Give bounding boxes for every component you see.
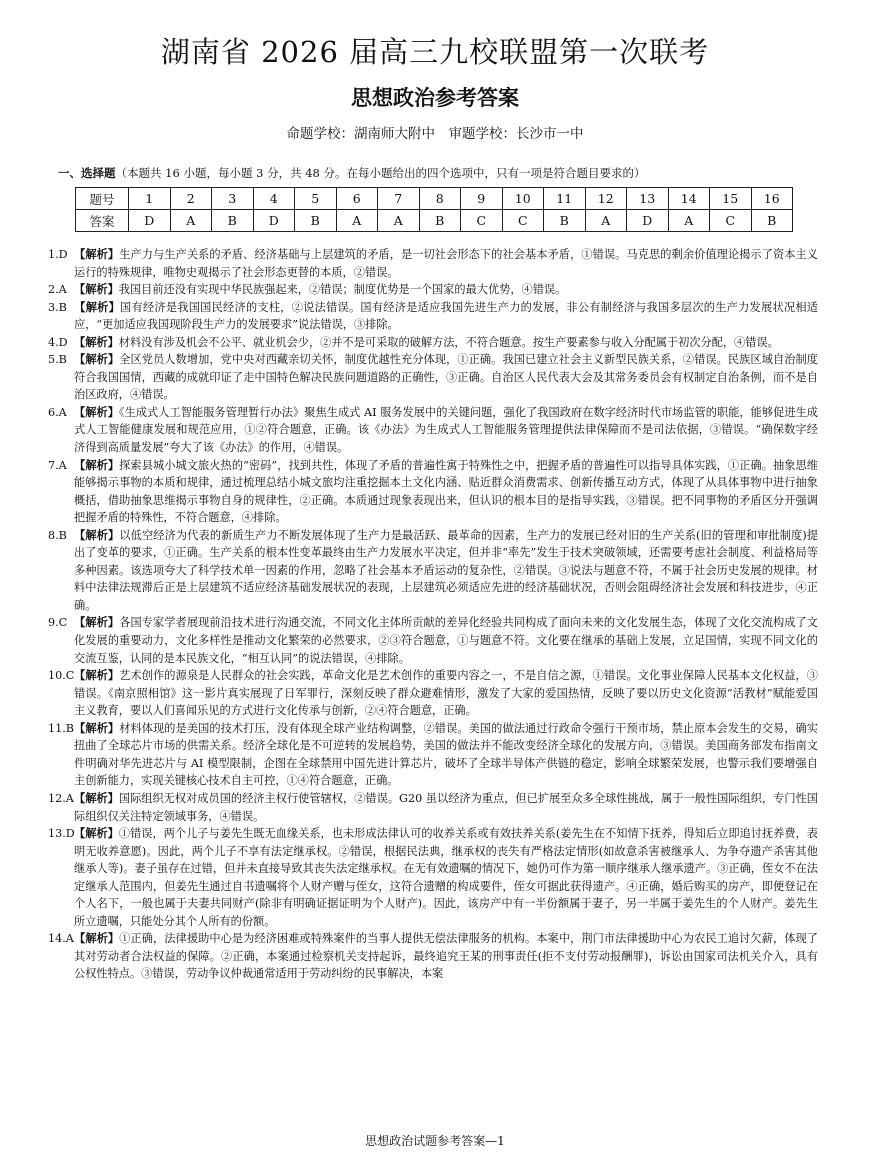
section-description: （本题共 16 小题，每小题 3 分，共 48 分。在每小题给出的四个选项中，只有一项是符合题目要求的） [115,166,646,180]
question-number-cell: 16 [751,188,793,210]
question-number-cell: 13 [627,188,669,210]
question-number-cell: 14 [668,188,710,210]
document-subtitle: 思想政治参考答案 [351,85,519,110]
explanation-item [48,299,818,334]
explanation-list [48,246,818,983]
answer-cell: B [419,210,461,232]
item-text: 探索县城小城文旅火热的“密码”，找到共性，体现了矛盾的普遍性寓于特殊性之中，把握矛盾的普遍性可以指导具体实践，①正确。抽象思维能够揭示事物的本质和规律，通过梳理总结小城文旅均注重挖掘本土文化内涵、贴近群众消费需求、创新传播互动方式，体现了从具体事物中进行抽象概括，借助抽象思维揭示事物自身的规律性，②正确。本质通过现象表现出来，但认识的根本目的是指导实践，③错误。把不同事物的矛盾区分开强调把握矛盾的特殊性，不符合题意，④排除。 [74,458,818,525]
explanation-item [48,667,818,720]
question-number-cell: 7 [378,188,420,210]
schools-line: 命题学校：湖南师大附中 审题学校：长沙市一中 [286,126,584,142]
analysis-tag: 【解析】 [74,720,120,735]
item-number: 2.A [48,283,67,297]
item-number: 8.B [48,528,67,542]
answer-cell: D [253,210,295,232]
item-text: 各国专家学者展现前沿技术进行沟通交流，不同文化主体所贡献的差异化经验共同构成了面向未来的文化发展生态，体现了文化交流构成了文化发展的重要动力，文化多样性是推动文化繁荣的必然要求，②③符合题意，①与题意不符。文化要在继承的基础上发展，立足国情，实现不同文化的交流互鉴，认同的是本民族文化，“相互认同”的说法错误，④排除。 [74,616,818,665]
question-number-cell: 4 [253,188,295,210]
item-number: 14.A [48,932,74,946]
row-label-number: 题号 [76,188,129,210]
answer-cell: C [710,210,752,232]
row-label-answer: 答案 [76,210,129,232]
analysis-tag: 【解析】 [74,457,120,472]
explanation-item [48,334,818,352]
item-text: 国有经济是我国国民经济的支柱，②说法错误。国有经济是适应我国先进生产力的发展，非公有制经济与我国多层次的生产力发展状况相适应，“更加适应我国现阶段生产力的发展要求”说法错误，③排除。 [74,300,818,332]
question-number-cell: 12 [585,188,627,210]
explanation-item [48,246,818,281]
item-text: 全区党员人数增加，党中央对西藏亲切关怀，制度优越性充分体现，①正确。我国已建立社会主义新型民族关系，②错误。民族区域自治制度符合我国国情，西藏的成就印证了走中国特色解决民族问题道路的正确性，③正确。自治区人民代表大会及其常务委员会有权制定自治条例，而不是自治区政府，④错误。 [74,353,818,402]
analysis-tag: 【解析】 [74,527,120,542]
answer-cell: A [170,210,212,232]
item-number: 5.B [48,353,67,367]
answer-cell: D [627,210,669,232]
item-text: 国际组织无权对成员国的经济主权行使管辖权，②错误。G20 虽以经济为重点，但已扩展至众多全球性挑战，属于一般性国际组织，专门性国际组织仅关注特定领域事务，④错误。 [74,791,818,823]
analysis-tag: 【解析】 [74,352,120,367]
answer-cell: C [461,210,503,232]
answer-cell: B [544,210,586,232]
analysis-tag: 【解析】 [74,790,119,805]
question-number-cell: 1 [129,188,171,210]
explanation-item [48,281,818,299]
item-number: 3.B [48,300,67,314]
answer-cell: A [336,210,378,232]
page-footer: 思想政治试题参考答案—1 [365,1134,505,1148]
item-number: 7.A [48,458,67,472]
analysis-tag: 【解析】 [74,404,119,419]
answer-cell: A [585,210,627,232]
analysis-tag: 【解析】 [74,282,119,297]
analysis-tag: 【解析】 [74,247,120,261]
section-heading [58,165,818,181]
section-name: 一、选择题 [58,166,116,180]
explanation-item [48,527,818,615]
explanation-item [48,351,818,404]
answer-row [76,210,793,232]
item-text: 材料体现的是美国的技术打压，没有体现全球产业结构调整，②错误。美国的做法通过行政命令强行干预市场，禁止原本会发生的交易，确实扭曲了全球芯片市场的供需关系。经济全球化是不可逆转的发展趋势，美国的做法并不能改变经济全球化的发展方向，③错误。美国商务部发布指南文件明确对华先进芯片与 AI 模型限制，企图在全球禁用中国先进计算芯片，破坏了全球半导体产供链的稳定，影响全球繁荣发展，也警示我们要增强自主创新能力，实现关键核心技术自主可控，①④符合题意，正确。 [74,721,818,788]
answer-cell: B [751,210,793,232]
answer-cell: C [502,210,544,232]
answer-cell: D [129,210,171,232]
analysis-tag: 【解析】 [74,615,120,630]
item-number: 12.A [48,791,74,805]
question-number-cell: 9 [461,188,503,210]
question-number-cell: 10 [502,188,544,210]
item-number: 4.D [48,335,68,349]
analysis-tag: 【解析】 [74,668,120,683]
question-number-cell: 15 [710,188,752,210]
item-text: 生产力与生产关系的矛盾、经济基础与上层建筑的矛盾，是一切社会形态下的社会基本矛盾，①错误。马克思的剩余价值理论揭示了资本主义运行的特殊规律，唯物史观揭示了社会形态更替的本质，②错误。 [74,248,818,279]
item-number: 9.C [48,616,68,630]
exam-title: 湖南省 2026 届高三九校联盟第一次联考 [160,35,710,69]
answer-cell: A [668,210,710,232]
answer-cell: A [378,210,420,232]
item-text: 艺术创作的源泉是人民群众的社会实践，革命文化是艺术创作的重要内容之一，不是自信之源，①错误。文化事业保障人民基本文化权益，③错误。《南京照相馆》这一影片真实展现了日军罪行，深刻反映了群众避难情形，激发了大家的爱国热情，反映了要以历史文化资源“活教材”赋能爱国主义教育，要以人们喜闻乐见的方式进行文化传承与创新，②④符合题意，正确。 [74,669,818,718]
question-number-cell: 5 [295,188,337,210]
analysis-tag: 【解析】 [74,299,121,314]
answer-cell: B [295,210,337,232]
answer-cell: B [212,210,254,232]
item-number: 1.D [48,248,68,261]
question-number-cell: 11 [544,188,586,210]
item-text: 材料没有涉及机会不公平、就业机会少，②并不是可采取的破解方法，不符合题意。按生产要素参与收入分配属于初次分配，④错误。 [118,335,779,349]
item-text: 以低空经济为代表的新质生产力不断发展体现了生产力是最活跃、最革命的因素，生产力的发展已经对旧的生产关系(旧的管理和审批制度)提出了变革的要求，①正确。生产关系的根本性变革最终由生产力发展水平决定，但并非“率先”发生于技术突破领域，还需要考虑社会制度、利益格局等多种因素。该选项夸大了科学技术单一因素的作用，忽略了社会基本矛盾运动的复杂性，②错误。③说法与题意不符，不属于社会历史发展的规律。材料中法律法规滞后正是上层建筑不适应经济基础发展状况的表现，上层建筑必须适应先进的经济基础状况，否则会阻碍经济社会发展和科技进步，④正确。 [74,528,818,612]
question-number-cell: 6 [336,188,378,210]
analysis-tag: 【解析】 [74,334,119,349]
question-number-cell: 3 [212,188,254,210]
item-text: ①正确，法律援助中心是为经济困难或特殊案件的当事人提供无偿法律服务的机构。本案中，荆门市法律援助中心为农民工追讨欠薪，体现了其对劳动者合法权益的保障。②正确，本案通过检察机关支持起诉，最终追究王某的刑事责任(拒不支付劳动报酬罪)，诉讼由国家司法机关介入，具有公权性特点。③错误，劳动争议仲裁通常适用于劳动纠纷的民事解决，本案 [74,932,818,981]
answer-table [75,187,793,232]
item-number: 13.D [48,827,75,841]
explanation-item [48,457,818,527]
item-text: 我国目前还没有实现中华民族强起来，②错误；制度优势是一个国家的最大优势，④错误。 [118,283,567,297]
explanation-item [48,404,818,457]
item-text: ①错误，两个儿子与姜先生既无血缘关系，也未形成法律认可的收养关系或有效扶养关系(姜先生在不知情下抚养，得知后立即追讨抚养费，表明无收养意愿)。因此，两个儿子不享有法定继承权。②错误，根据民法典，继承权的丧失有严格法定情形(如故意杀害被继承人、为争夺遗产杀害其他继承人等)。妻子虽存在过错，但并未直接导致其丧失法定继承权。在无有效遗嘱的情况下，她仍可作为第一顺序继承人继承遗产。③正确，侄女不在法定继承人范围内，但姜先生通过自书遗嘱将个人财产赠与侄女，这符合遗赠的构成要件，侄女可据此获得遗产。④正确，婚后购买的房产，即便登记在个人名下，一般也属于夫妻共同财产(除非有明确证据证明为个人财产)。因此，该房产中有一半份额属于妻子，另一半属于姜先生的个人财产。姜先生所立遗嘱，只能处分其个人所有的份额。 [74,827,818,928]
item-number: 6.A [48,405,67,419]
explanation-item [48,614,818,667]
analysis-tag: 【解析】 [74,931,120,946]
analysis-tag: 【解析】 [74,826,119,841]
question-number-cell: 8 [419,188,461,210]
question-number-cell: 2 [170,188,212,210]
question-number-row [76,188,793,210]
explanation-item [48,930,818,983]
item-text: 《生成式人工智能服务管理暂行办法》聚焦生成式 AI 服务发展中的关键问题，强化了我国政府在数字经济时代市场监管的职能，能够促进生成式人工智能健康发展和规范应用，①②符合题意，正确。该《办法》为生成式人工智能服务管理提供法律保障而不是司法依据，③错误。“确保数字经济得到高质量发展”夸大了该《办法》的作用，④错误。 [74,405,818,455]
explanation-item [48,790,818,825]
explanation-item [48,825,818,930]
explanation-item [48,720,818,790]
item-number: 11.B [48,721,75,735]
item-number: 10.C [48,669,75,683]
